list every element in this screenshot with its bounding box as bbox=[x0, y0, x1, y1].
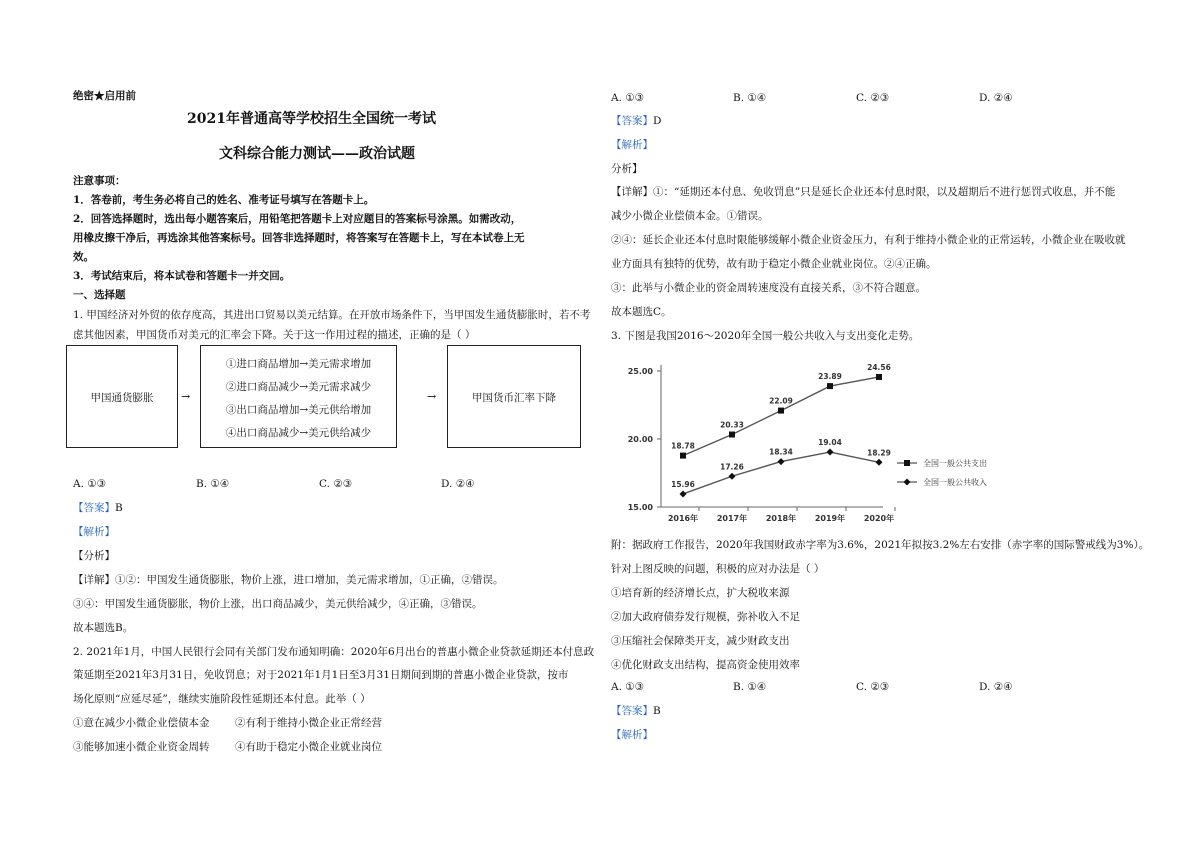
data-point bbox=[827, 383, 833, 389]
q2-stem-line3: 场化原则“应延尽延”，继续实施阶段性延期还本付息。此举（ ） bbox=[73, 693, 371, 705]
detail-text: ①②：甲国发生通货膨胀，物价上涨，进口增加，美元需求增加，①正确，②错误。 bbox=[115, 574, 504, 586]
flow-box-exchange bbox=[447, 345, 581, 448]
q1-detail-1 bbox=[73, 573, 504, 587]
q3-option-a: A. ①③ bbox=[611, 681, 645, 693]
income-expenditure-chart bbox=[617, 355, 1017, 535]
data-label: 23.89 bbox=[818, 372, 842, 382]
x-tick-label: 2017年 bbox=[716, 514, 748, 523]
q3-option-c: C. ②③ bbox=[856, 681, 890, 693]
flow-item-3: ③出口商品增加→美元供给增加 bbox=[225, 404, 372, 416]
notes-heading: 注意事项： bbox=[73, 175, 126, 187]
q1-conclusion: 故本题选B。 bbox=[73, 622, 134, 634]
x-tick-label: 2018年 bbox=[765, 514, 797, 523]
note-3: 3．考试结束后，将本试卷和答题卡一并交回。 bbox=[73, 270, 291, 282]
legend-label: 全国一般公共支出 bbox=[923, 459, 987, 468]
data-point bbox=[827, 449, 834, 456]
q2-option-c: C. ②③ bbox=[856, 92, 890, 104]
data-label: 20.33 bbox=[720, 420, 744, 430]
detail-label: 【详解】 bbox=[73, 574, 115, 586]
q2-detail-3: ②④：延长企业还本付息时限能够缓解小微企业资金压力，有利于维持小微企业的正常运转，小微企业在吸收就 bbox=[611, 234, 1126, 246]
note-1: 1．答卷前，考生务必将自己的姓名、准考证号填写在答题卡上。 bbox=[73, 194, 375, 206]
detail-label: 【详解】 bbox=[611, 186, 653, 198]
answer-label: 【答案】 bbox=[611, 115, 653, 127]
q3-option-b: B. ①④ bbox=[733, 681, 767, 693]
q1-answer bbox=[73, 501, 123, 515]
q2-option-d: D. ②④ bbox=[979, 92, 1013, 104]
data-label: 18.29 bbox=[867, 448, 891, 458]
data-point bbox=[729, 473, 736, 480]
q1-option-b: B. ①④ bbox=[196, 478, 230, 490]
q2-option-a: A. ①③ bbox=[611, 92, 645, 104]
q1-option-c: C. ②③ bbox=[319, 478, 353, 490]
note-2a: 2．回答选择题时，选出每小题答案后，用铅笔把答题卡上对应题目的答案标号涂黑。如需改动， bbox=[73, 213, 522, 225]
flow-arrow-2: → bbox=[427, 390, 437, 403]
data-label: 19.04 bbox=[818, 438, 842, 448]
data-point bbox=[778, 408, 784, 414]
q3-answer bbox=[611, 704, 661, 718]
data-label: 15.96 bbox=[671, 479, 695, 489]
q2-detail-4: 业方面具有独特的优势，故有助于稳定小微企业就业岗位。②④正确。 bbox=[611, 258, 937, 270]
q2-fenxi: 分析】 bbox=[611, 163, 643, 175]
secret-label: 绝密★启用前 bbox=[73, 90, 136, 102]
y-tick-label: 15.00 bbox=[627, 503, 653, 512]
q3-item-4: ④优化财政支出结构，提高资金使用效率 bbox=[611, 659, 800, 671]
flow-item-4: ④出口商品减少→美元供给减少 bbox=[225, 427, 372, 439]
data-point bbox=[876, 459, 883, 466]
q2-item-3: ③能够加速小微企业资金周转 bbox=[73, 741, 210, 753]
data-label: 17.26 bbox=[720, 462, 744, 472]
q2-detail-1 bbox=[611, 185, 1115, 199]
y-tick-label: 25.00 bbox=[627, 367, 653, 376]
x-tick-label: 2020年 bbox=[863, 514, 895, 523]
x-tick-label: 2019年 bbox=[814, 514, 846, 523]
q3-note-1: 附：据政府工作报告，2020年我国财政赤字率为3.6%，2021年拟按3.2%左右安排（赤字率的国际警戒线为3%）。 bbox=[611, 539, 1150, 551]
answer-value: B bbox=[115, 502, 123, 514]
q2-item-2: ②有利于维持小微企业正常经营 bbox=[235, 717, 382, 729]
detail-text: ①：“延期还本付息、免收罚息”只是延长企业还本付息时限，以及超期后不进行惩罚式收息，并不能 bbox=[653, 186, 1116, 198]
data-point bbox=[876, 374, 882, 380]
legend-marker bbox=[904, 479, 911, 486]
exam-subtitle: 文科综合能力测试——政治试题 bbox=[219, 146, 415, 162]
q3-note-2: 针对上图反映的问题，积极的应对办法是（ ） bbox=[611, 563, 825, 575]
q2-stem-line1: 2. 2021年1月，中国人民银行会同有关部门发布通知明确：2020年6月出台的普惠小微企业贷款延期还本付息政 bbox=[73, 646, 595, 658]
flow-item-1: ①进口商品增加→美元需求增加 bbox=[225, 358, 372, 370]
section-heading: 一、选择题 bbox=[73, 289, 126, 301]
q2-option-b: B. ①④ bbox=[733, 92, 767, 104]
q3-item-1: ①培育新的经济增长点，扩大税收来源 bbox=[611, 587, 790, 599]
q3-option-d: D. ②④ bbox=[979, 681, 1013, 693]
q2-item-1: ①意在减少小微企业偿债本金 bbox=[73, 717, 210, 729]
q2-detail-5: ③：此举与小微企业的资金周转速度没有直接关系，③不符合题意。 bbox=[611, 282, 926, 294]
data-label: 22.09 bbox=[769, 396, 793, 406]
x-tick-label: 2016年 bbox=[667, 514, 699, 523]
answer-value: D bbox=[653, 115, 662, 127]
q2-analysis-label: 【解析】 bbox=[611, 139, 653, 151]
exam-title: 2021年普通高等学校招生全国统一考试 bbox=[187, 111, 436, 127]
q2-answer bbox=[611, 114, 661, 128]
y-tick-label: 20.00 bbox=[627, 435, 653, 444]
q3-item-2: ②加大政府债券发行规模，弥补收入不足 bbox=[611, 611, 800, 623]
data-label: 18.78 bbox=[671, 441, 695, 451]
q1-option-d: D. ②④ bbox=[441, 478, 475, 490]
answer-label: 【答案】 bbox=[611, 705, 653, 717]
answer-label: 【答案】 bbox=[73, 502, 115, 514]
q2-item-4: ④有助于稳定小微企业就业岗位 bbox=[235, 741, 382, 753]
flow-item-2: ②进口商品减少→美元需求减少 bbox=[225, 381, 372, 393]
q3-item-3: ③压缩社会保障类开支，减少财政支出 bbox=[611, 635, 790, 647]
series-line-0 bbox=[683, 377, 879, 456]
flow-box-inflation bbox=[66, 345, 178, 448]
flow-arrow-1: → bbox=[181, 390, 191, 403]
q1-analysis-label: 【解析】 bbox=[73, 526, 115, 538]
legend-marker bbox=[904, 460, 910, 466]
answer-value: B bbox=[653, 705, 661, 717]
q1-detail-2: ③④：甲国发生通货膨胀，物价上涨，出口商品减少，美元供给减少，④正确，③错误。 bbox=[73, 598, 483, 610]
data-point bbox=[680, 453, 686, 459]
note-2b: 用橡皮擦干净后，再选涂其他答案标号。回答非选择题时，将答案写在答题卡上，写在本试卷上无 bbox=[73, 232, 525, 244]
flow-box-inflation-label: 甲国通货膨胀 bbox=[90, 392, 154, 404]
data-label: 18.34 bbox=[769, 447, 793, 457]
data-point bbox=[729, 432, 735, 438]
flow-box-options bbox=[200, 345, 397, 448]
q2-conclusion: 故本题选C。 bbox=[611, 306, 672, 318]
q3-analysis-label: 【解析】 bbox=[611, 729, 653, 741]
q2-stem-line2: 策延期至2021年3月31日，免收罚息；对于2021年1月1日至3月31日期间到期的普惠小微企业贷款，按市 bbox=[73, 669, 569, 681]
q1-fenxi: 【分析】 bbox=[73, 550, 115, 562]
q2-detail-2: 减少小微企业偿债本金。①错误。 bbox=[611, 210, 769, 222]
flow-box-exchange-label: 甲国货币汇率下降 bbox=[472, 392, 556, 404]
note-2c: 效。 bbox=[73, 251, 94, 263]
data-label: 24.56 bbox=[867, 362, 891, 372]
data-point bbox=[778, 458, 785, 465]
q1-option-a: A. ①③ bbox=[73, 478, 107, 490]
legend-label: 全国一般公共收入 bbox=[923, 478, 987, 487]
q1-stem-line1: 1. 甲国经济对外贸的依存度高，其进出口贸易以美元结算。在开放市场条件下，当甲国发生通货膨胀时，若不考 bbox=[73, 309, 591, 321]
q3-stem: 3. 下图是我国2016～2020年全国一般公共收入与支出变化走势。 bbox=[611, 330, 920, 342]
data-point bbox=[680, 490, 687, 497]
q1-stem-line2: 虑其他因素，甲国货币对美元的汇率会下降。关于这一作用过程的描述，正确的是（ ） bbox=[73, 329, 476, 341]
